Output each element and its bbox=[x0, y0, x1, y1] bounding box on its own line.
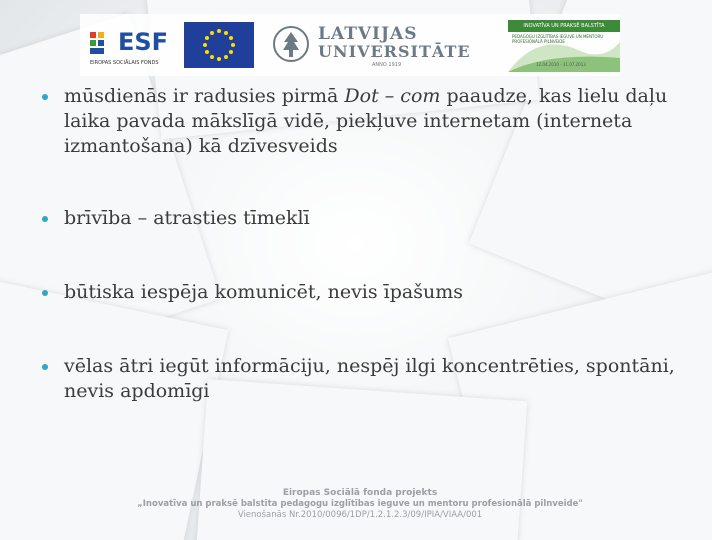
project-date: 12.04.2010 - 31.07.2013 bbox=[536, 62, 586, 67]
project-title: INOVATĪVA UN PRAKSĒ BALSTĪTA bbox=[508, 20, 620, 32]
bullet-text: brīvība – atrasties tīmeklī bbox=[64, 207, 310, 229]
eu-flag-icon bbox=[184, 22, 254, 68]
project-footer bbox=[120, 488, 600, 521]
footer-line3: Vienošanās Nr.2010/0096/1DP/1.2.1.2.3/09/IPIA/VIAA/001 bbox=[237, 510, 483, 520]
project-logo bbox=[508, 18, 620, 72]
esf-text: ESF bbox=[118, 28, 169, 56]
bullet-text-post: paaudze, kas lielu daļu laika pavada mākslīgā vidē, piekļuve internetam (interneta izmantošana) kā dzīvesveids bbox=[64, 85, 668, 157]
logo-banner bbox=[80, 14, 620, 76]
bullet-text: būtiska iespēja komunicēt, nevis īpašums bbox=[64, 281, 463, 303]
esf-logo bbox=[88, 20, 178, 70]
list-item bbox=[40, 206, 680, 231]
bullet-icon bbox=[42, 290, 48, 296]
bullet-icon bbox=[42, 94, 48, 100]
list-item bbox=[40, 354, 680, 404]
footer-line1: Eiropas Sociālā fonda projekts bbox=[282, 488, 438, 498]
bullet-icon bbox=[42, 216, 48, 222]
bullet-text-pre: mūsdienās ir radusies pirmā bbox=[64, 85, 345, 107]
esf-mark-icon bbox=[88, 30, 114, 56]
university-logo bbox=[262, 20, 502, 72]
project-subtitle: PEDAGOĢU IZGLĪTĪBAS IEGUVE UN MENTORU PROFESIONĀLĀ PILNVEIDE bbox=[512, 34, 604, 44]
bullet-list bbox=[40, 84, 680, 404]
esf-subtitle: EIROPAS SOCIĀLAIS FONDS bbox=[90, 60, 159, 66]
university-name-line2: UNIVERSITĀTE bbox=[318, 42, 471, 61]
list-item bbox=[40, 280, 680, 305]
university-name-line1: LATVIJAS bbox=[318, 24, 418, 44]
university-year: ANNO 1919 bbox=[372, 62, 402, 68]
bullet-icon bbox=[42, 364, 48, 370]
footer-line2: „Inovatīva un praksē balstīta pedagogu izglītības ieguve un mentoru profesionālā pilnveide" bbox=[137, 499, 583, 509]
list-item bbox=[40, 84, 680, 159]
bullet-text: vēlas ātri iegūt informāciju, nespēj ilgi koncentrēties, spontāni, nevis apdomīgi bbox=[64, 355, 675, 402]
university-emblem-icon bbox=[272, 24, 310, 68]
bullet-text-emphasis: Dot – com bbox=[344, 85, 441, 107]
